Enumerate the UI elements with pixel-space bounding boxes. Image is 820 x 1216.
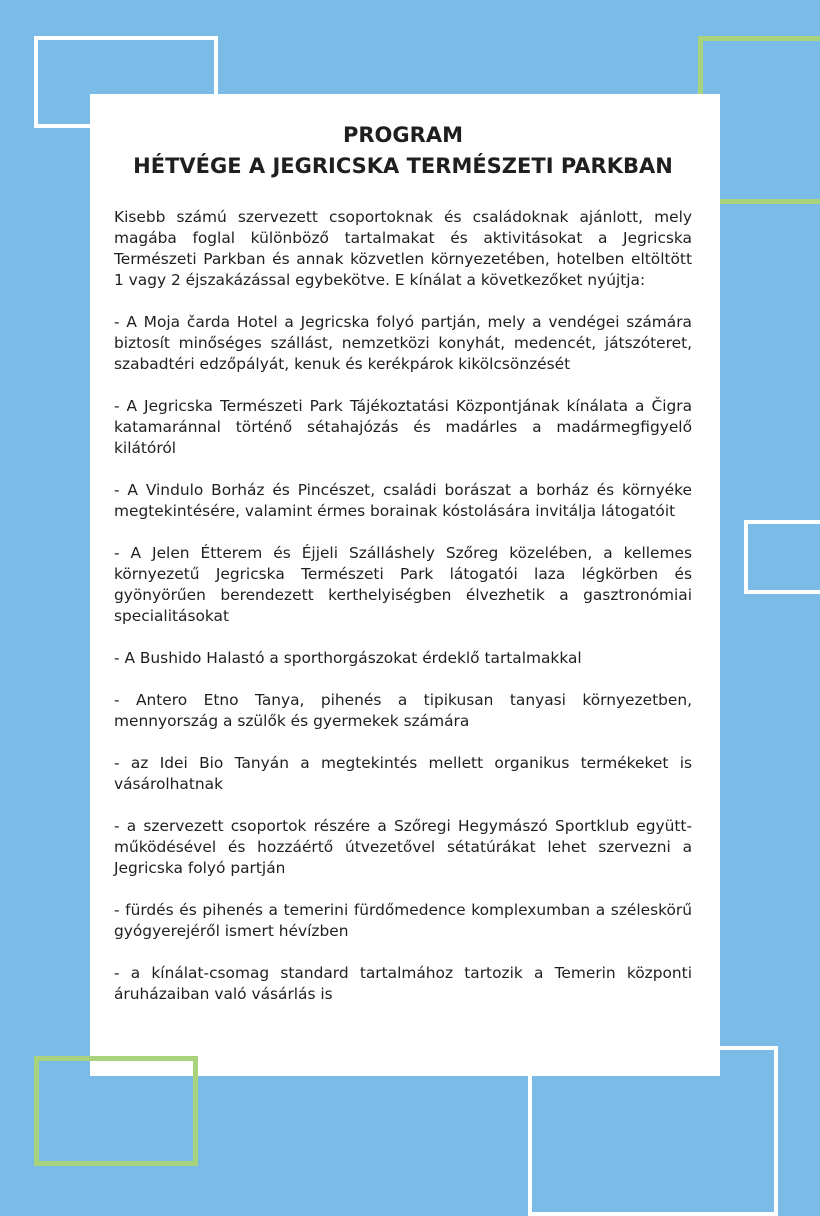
offer-item: - a szervezett csoportok részére a Szőregi Hegymászó Sportklub együtt-működésével és hozzáértő útvezetővel sétatúrákat lehet szervezni a Jegricska folyó partján [114,817,692,877]
offer-item: - A Bushido Halastó a sporthorgászokat érdeklő tartalmakkal [114,649,582,667]
offer-item: - A Moja čarda Hotel a Jegricska folyó partján, mely a vendégei számára biztosít minőséges szállást, nemzetközi konyhát, medencét, játszóteret, szabadtéri edzőpályát, kenuk és kerékpárok kikölcsönzését [114,313,692,373]
page-title [114,120,692,182]
offer-item: - A Jelen Étterem és Éjjeli Szálláshely Szőreg közelében, a kellemes környezetű Jegricska Természeti Park látogatói laza légkörben és gyönyörűen berendezett kerthelyiségben élvezhetik a gasztronómiai specialitásokat [114,544,692,625]
offer-item: - fürdés és pihenés a temerini fürdőmedence komplexumban a széleskörű gyógyerejéről ismert hévízben [114,901,692,940]
intro-paragraph: Kisebb számú szervezett csoportoknak és családoknak ajánlott, mely magába foglal különböző tartalmakat és aktivitásokat a Jegricska Természeti Parkban és annak közvetlen környezetében, hotelben eltöltött 1 vagy 2 éjszakázással egybekötve. E kínálat a következőket nyújtja: [114,208,692,289]
offer-item: - Antero Etno Tanya, pihenés a tipikusan tanyasi környezetben, mennyország a szülők és gyermekek számára [114,691,692,730]
program-card [90,94,720,1076]
title-line-1: PROGRAM [343,123,463,147]
offer-item: - a kínálat-csomag standard tartalmához tartozik a Temerin központi áruházaiban való vásárlás is [114,964,692,1003]
title-line-2: HÉTVÉGE A JEGRICSKA TERMÉSZETI PARKBAN [133,154,673,178]
decorative-frame-bottom-left [34,1056,198,1166]
offer-item: - A Vindulo Borház és Pincészet, családi borászat a borház és környéke megtekintésére, valamint érmes borainak kóstolására invitálja látogatóit [114,481,692,520]
offer-item: - A Jegricska Természeti Park Tájékoztatási Központjának kínálata a Čigra katamaránnal történő sétahajózás és madárles a madármegfigyelő kilátóról [114,397,692,457]
offer-item: - az Idei Bio Tanyán a megtekintés mellett organikus termékeket is vásárolhatnak [114,754,692,793]
decorative-frame-middle-right [744,520,820,594]
